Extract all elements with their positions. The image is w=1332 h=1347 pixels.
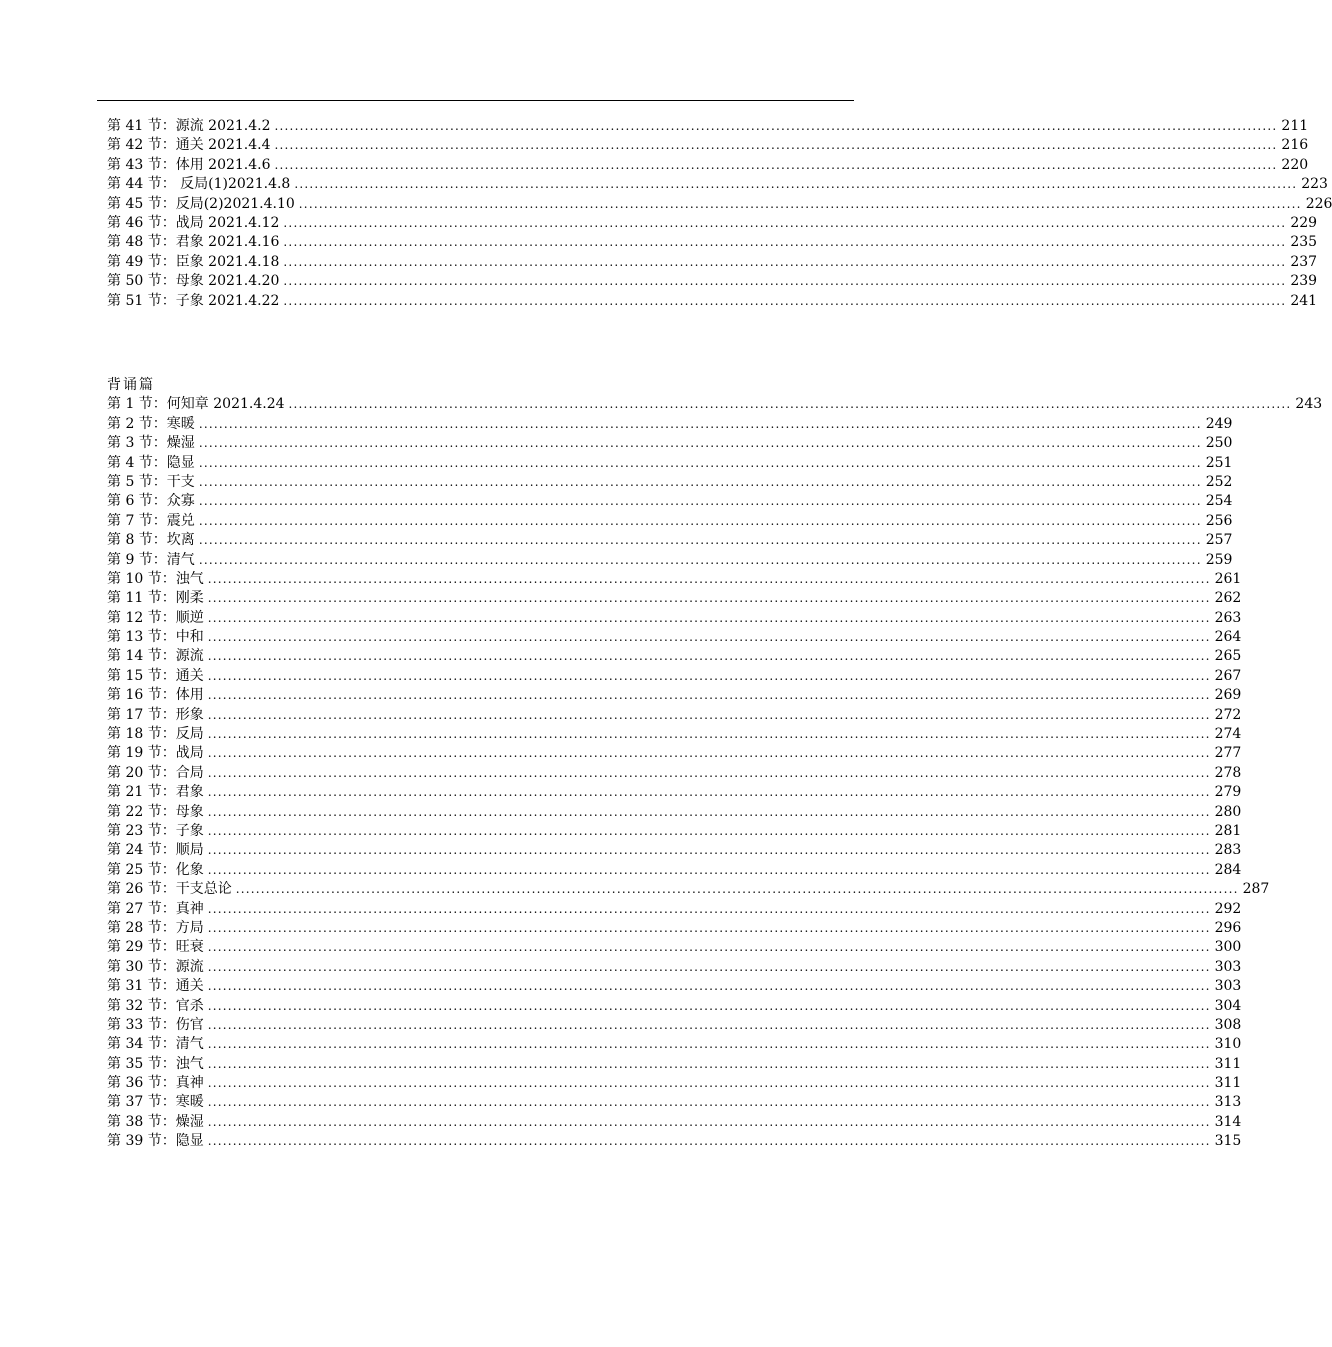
- toc-entry-page: 279: [1214, 784, 1242, 801]
- toc-entry[interactable]: [107, 292, 1318, 311]
- toc-entry-page: 259: [1205, 551, 1233, 568]
- toc-entry-title: 第 25 节：化象: [107, 861, 204, 878]
- toc-entry-title: 第 33 节：伤官: [107, 1016, 204, 1033]
- toc-entry[interactable]: [107, 415, 1233, 434]
- toc-entry[interactable]: [107, 589, 1242, 608]
- toc-entry[interactable]: [107, 272, 1318, 291]
- toc-leader-dots: ........................................................................................................................................................................................................: [198, 474, 1202, 489]
- toc-entry[interactable]: [107, 512, 1233, 531]
- toc-leader-dots: ........................................................................................................................................................................................................: [198, 455, 1202, 470]
- toc-entry[interactable]: [107, 900, 1242, 919]
- toc-entry-page: 223: [1301, 176, 1328, 193]
- toc-leader-dots: ........................................................................................................................................................................................................: [283, 274, 1287, 289]
- toc-leader-dots: ........................................................................................................................................................................................................: [198, 552, 1202, 567]
- toc-entry[interactable]: [107, 473, 1233, 492]
- toc-entry-page: 269: [1214, 687, 1242, 704]
- toc-entry-title: 第 12 节：顺逆: [107, 609, 204, 626]
- toc-entry-title: 第 26 节：干支总论: [107, 881, 232, 898]
- toc-entry-title: 第 3 节：燥湿: [107, 435, 195, 452]
- toc-entry-title: 第 39 节：隐显: [107, 1133, 204, 1150]
- toc-leader-dots: ........................................................................................................................................................................................................: [198, 436, 1202, 451]
- toc-entry[interactable]: [107, 783, 1242, 802]
- toc-leader-dots: ........................................................................................................................................................................................................: [198, 533, 1202, 548]
- toc-entry[interactable]: [107, 706, 1242, 725]
- toc-entry-page: 311: [1214, 1075, 1242, 1092]
- toc-leader-dots: ........................................................................................................................................................................................................: [207, 668, 1211, 683]
- toc-leader-dots: ........................................................................................................................................................................................................: [207, 959, 1211, 974]
- toc-leader-dots: ........................................................................................................................................................................................................: [198, 513, 1202, 528]
- toc-leader-dots: ........................................................................................................................................................................................................: [207, 707, 1211, 722]
- toc-entry-page: 211: [1281, 118, 1309, 134]
- toc-entry-title: 第 16 节：体用: [107, 687, 204, 704]
- toc-entry-page: 235: [1290, 234, 1318, 251]
- toc-leader-dots: ........................................................................................................................................................................................................: [235, 882, 1239, 897]
- toc-entry-page: 229: [1290, 214, 1318, 231]
- toc-entry-title: 第 23 节：子象: [107, 822, 204, 839]
- toc-entry-title: 第 8 节：坎离: [107, 532, 195, 549]
- toc-entry-title: 第 5 节：干支: [107, 473, 195, 490]
- toc-entry-title: 第 13 节：中和: [107, 629, 204, 646]
- toc-leader-dots: ........................................................................................................................................................................................................: [207, 979, 1211, 994]
- toc-entry-title: 第 51 节：子象 2021.4.22: [107, 292, 280, 309]
- toc-entry[interactable]: [107, 1035, 1242, 1054]
- toc-leader-dots: ........................................................................................................................................................................................................: [207, 610, 1211, 625]
- toc-entry-page: 241: [1290, 292, 1318, 309]
- toc-entry-title: 第 50 节：母象 2021.4.20: [107, 273, 280, 290]
- toc-entry-page: 283: [1214, 842, 1242, 859]
- toc-entry-page: 287: [1242, 881, 1270, 898]
- toc-entry-page: 265: [1214, 648, 1242, 665]
- toc-entry-page: 303: [1214, 958, 1242, 975]
- toc-leader-dots: ........................................................................................................................................................................................................: [283, 293, 1287, 308]
- toc-leader-dots: ........................................................................................................................................................................................................: [198, 494, 1202, 509]
- toc-leader-dots: ........................................................................................................................................................................................................: [283, 215, 1287, 230]
- toc-entry-page: 256: [1205, 512, 1233, 529]
- toc-entry[interactable]: [107, 531, 1233, 550]
- toc-part2: [107, 376, 1323, 1152]
- toc-part2-rows: [107, 395, 1323, 1151]
- toc-entry[interactable]: [107, 977, 1242, 996]
- toc-entry[interactable]: [107, 1074, 1242, 1093]
- toc-leader-dots: ........................................................................................................................................................................................................: [207, 823, 1211, 838]
- toc-entry-title: 第 19 节：战局: [107, 745, 204, 762]
- toc-entry[interactable]: [107, 764, 1242, 783]
- toc-leader-dots: ........................................................................................................................................................................................................: [207, 688, 1211, 703]
- toc-entry[interactable]: [107, 1132, 1242, 1151]
- toc-entry[interactable]: [107, 822, 1242, 841]
- toc-entry-title: 第 29 节：旺衰: [107, 939, 204, 956]
- toc-entry-page: 251: [1205, 454, 1233, 471]
- toc-entry-title: 第 34 节：清气: [107, 1036, 204, 1053]
- toc-entry-page: 249: [1205, 415, 1233, 432]
- toc-leader-dots: ........................................................................................................................................................................................................: [207, 1114, 1211, 1129]
- toc-leader-dots: ........................................................................................................................................................................................................: [207, 746, 1211, 761]
- toc-entry-page: 304: [1214, 997, 1242, 1014]
- toc-leader-dots: ........................................................................................................................................................................................................: [207, 765, 1211, 780]
- toc-entry[interactable]: [107, 647, 1242, 666]
- toc-entry[interactable]: [107, 454, 1233, 473]
- toc-entry[interactable]: [107, 880, 1270, 899]
- toc-leader-dots: ........................................................................................................................................................................................................: [274, 138, 1278, 153]
- toc-leader-dots: ........................................................................................................................................................................................................: [207, 1076, 1211, 1091]
- toc-entry-title: 第 17 节：形象: [107, 706, 204, 723]
- toc-entry-title: 第 45 节：反局(2)2021.4.10: [107, 195, 295, 212]
- toc-entry-title: 第 9 节：清气: [107, 551, 195, 568]
- toc-entry[interactable]: [107, 175, 1328, 194]
- toc-entry[interactable]: [107, 938, 1242, 957]
- toc-entry-title: 第 38 节：燥湿: [107, 1113, 204, 1130]
- toc-entry-title: 第 24 节：顺局: [107, 842, 204, 859]
- toc-leader-dots: ........................................................................................................................................................................................................: [274, 157, 1278, 172]
- toc-entry-page: 281: [1214, 822, 1242, 839]
- toc-entry-title: 第 15 节：通关: [107, 667, 204, 684]
- section-heading: 背诵篇: [107, 377, 155, 393]
- toc-entry-page: 308: [1214, 1016, 1242, 1033]
- toc-entry-title: 第 22 节：母象: [107, 803, 204, 820]
- toc-entry[interactable]: [107, 233, 1318, 252]
- toc-entry-page: 292: [1214, 900, 1242, 917]
- toc-leader-dots: ........................................................................................................................................................................................................: [207, 862, 1211, 877]
- toc-entry[interactable]: [107, 1093, 1242, 1112]
- toc-entry-title: 第 20 节：合局: [107, 764, 204, 781]
- toc-leader-dots: ........................................................................................................................................................................................................: [207, 1037, 1211, 1052]
- toc-entry-title: 第 43 节：体用 2021.4.6: [107, 156, 271, 173]
- toc-entry[interactable]: [107, 570, 1242, 589]
- toc-entry-title: 第 14 节：源流: [107, 648, 204, 665]
- toc-leader-dots: ........................................................................................................................................................................................................: [198, 416, 1202, 431]
- toc-entry-title: 第 42 节：通关 2021.4.4: [107, 137, 271, 154]
- toc-entry-page: 261: [1214, 570, 1242, 587]
- toc-entry-title: 第 44 节： 反局(1)2021.4.8: [107, 176, 291, 193]
- toc-leader-dots: ........................................................................................................................................................................................................: [207, 1134, 1211, 1149]
- toc-entry[interactable]: [107, 686, 1242, 705]
- toc-leader-dots: ........................................................................................................................................................................................................: [207, 591, 1211, 606]
- toc-leader-dots: ........................................................................................................................................................................................................: [283, 235, 1287, 250]
- toc-entry[interactable]: [107, 492, 1233, 511]
- toc-entry-title: 第 7 节：震兑: [107, 512, 195, 529]
- toc-entry-page: 216: [1281, 137, 1309, 154]
- toc-entry-title: 第 11 节：刚柔: [107, 590, 204, 607]
- toc-entry-page: 267: [1214, 667, 1242, 684]
- toc-entry-page: 274: [1214, 726, 1242, 743]
- toc-entry[interactable]: [107, 551, 1233, 570]
- toc-entry[interactable]: [107, 434, 1233, 453]
- toc-leader-dots: ........................................................................................................................................................................................................: [207, 804, 1211, 819]
- toc-entry[interactable]: [107, 803, 1242, 822]
- toc-leader-dots: ........................................................................................................................................................................................................: [207, 1056, 1211, 1071]
- toc-entry[interactable]: [107, 744, 1242, 763]
- toc-leader-dots: ........................................................................................................................................................................................................: [207, 571, 1211, 586]
- toc-leader-dots: ........................................................................................................................................................................................................: [207, 940, 1211, 955]
- toc-entry-title: 第 35 节：浊气: [107, 1055, 204, 1072]
- toc-entry-title: 第 10 节：浊气: [107, 570, 204, 587]
- toc-entry-title: 第 6 节：众寡: [107, 493, 195, 510]
- toc-leader-dots: ........................................................................................................................................................................................................: [207, 1095, 1211, 1110]
- toc-entry-page: 278: [1214, 764, 1242, 781]
- toc-entry-title: 第 32 节：官杀: [107, 997, 204, 1014]
- toc-entry-page: 314: [1214, 1113, 1242, 1130]
- toc-entry-page: 315: [1214, 1133, 1242, 1150]
- toc-entry[interactable]: [107, 156, 1309, 175]
- toc-entry-page: 226: [1305, 195, 1332, 212]
- toc-entry-page: 257: [1205, 532, 1233, 549]
- toc-entry[interactable]: [107, 667, 1242, 686]
- toc-entry-page: 264: [1214, 629, 1242, 646]
- toc-leader-dots: ........................................................................................................................................................................................................: [294, 177, 1298, 192]
- toc-leader-dots: ........................................................................................................................................................................................................: [298, 196, 1302, 211]
- toc-entry-page: 254: [1205, 493, 1233, 510]
- toc-leader-dots: ........................................................................................................................................................................................................: [207, 998, 1211, 1013]
- toc-entry-title: 第 28 节：方局: [107, 919, 204, 936]
- toc-entry-title: 第 49 节：臣象 2021.4.18: [107, 253, 280, 270]
- toc-entry-title: 第 36 节：真神: [107, 1075, 204, 1092]
- toc-leader-dots: ........................................................................................................................................................................................................: [207, 727, 1211, 742]
- toc-leader-dots: ........................................................................................................................................................................................................: [274, 119, 1278, 133]
- toc-entry-title: 第 46 节：战局 2021.4.12: [107, 214, 280, 231]
- toc-leader-dots: ........................................................................................................................................................................................................: [288, 397, 1292, 412]
- toc-entry-page: 237: [1290, 253, 1318, 270]
- toc-entry-page: 250: [1205, 435, 1233, 452]
- toc-entry-title: 第 21 节：君象: [107, 784, 204, 801]
- toc-entry-title: 第 1 节：何知章 2021.4.24: [107, 396, 285, 413]
- toc-entry-page: 252: [1205, 473, 1233, 490]
- toc-entry-page: 220: [1281, 156, 1309, 173]
- toc-entry[interactable]: [107, 919, 1242, 938]
- toc-entry[interactable]: [107, 861, 1242, 880]
- toc-entry-page: 303: [1214, 978, 1242, 995]
- toc-entry[interactable]: [107, 841, 1242, 860]
- toc-entry[interactable]: [107, 195, 1332, 214]
- toc-entry-page: 280: [1214, 803, 1242, 820]
- toc-leader-dots: ........................................................................................................................................................................................................: [207, 630, 1211, 645]
- toc-entry[interactable]: [107, 395, 1323, 414]
- toc-entry-title: 第 37 节：寒暖: [107, 1094, 204, 1111]
- toc-leader-dots: ........................................................................................................................................................................................................: [283, 254, 1287, 269]
- toc-entry-title: 第 48 节：君象 2021.4.16: [107, 234, 280, 251]
- toc-entry[interactable]: [107, 1055, 1242, 1074]
- toc-leader-dots: ........................................................................................................................................................................................................: [207, 649, 1211, 664]
- toc-leader-dots: ........................................................................................................................................................................................................: [207, 920, 1211, 935]
- toc-entry-page: 243: [1295, 396, 1323, 413]
- toc-leader-dots: ........................................................................................................................................................................................................: [207, 1017, 1211, 1032]
- toc-entry[interactable]: [107, 253, 1318, 272]
- header-rule: [97, 100, 854, 101]
- toc-entry-page: 300: [1214, 939, 1242, 956]
- toc-entry-title: 第 2 节：寒暖: [107, 415, 195, 432]
- toc-entry-page: 277: [1214, 745, 1242, 762]
- toc-entry[interactable]: [107, 136, 1309, 155]
- toc-leader-dots: ........................................................................................................................................................................................................: [207, 843, 1211, 858]
- toc-entry-page: 310: [1214, 1036, 1242, 1053]
- toc-entry-title: 第 41 节：源流 2021.4.2: [107, 118, 271, 134]
- toc-entry-page: 284: [1214, 861, 1242, 878]
- toc-entry-page: 239: [1290, 273, 1318, 290]
- toc-entry-title: 第 31 节：通关: [107, 978, 204, 995]
- toc-entry[interactable]: [107, 1016, 1242, 1035]
- toc-entry[interactable]: [107, 1113, 1242, 1132]
- toc-entry-page: 296: [1214, 919, 1242, 936]
- toc-entry-page: 262: [1214, 590, 1242, 607]
- toc-entry-title: 第 27 节：真神: [107, 900, 204, 917]
- toc-entry[interactable]: [107, 214, 1318, 233]
- toc-entry[interactable]: [107, 117, 1309, 136]
- toc-entry[interactable]: [107, 725, 1242, 744]
- toc-leader-dots: ........................................................................................................................................................................................................: [207, 901, 1211, 916]
- toc-entry-title: 第 18 节：反局: [107, 726, 204, 743]
- toc-entry-title: 第 30 节：源流: [107, 958, 204, 975]
- toc-leader-dots: ........................................................................................................................................................................................................: [207, 785, 1211, 800]
- toc-entry-page: 263: [1214, 609, 1242, 626]
- toc-entry[interactable]: [107, 958, 1242, 977]
- toc-entry-page: 311: [1214, 1055, 1242, 1072]
- toc-entry-page: 313: [1214, 1094, 1242, 1111]
- toc-entry-title: 第 4 节：隐显: [107, 454, 195, 471]
- toc-part1: [107, 117, 1332, 311]
- toc-entry[interactable]: [107, 628, 1242, 647]
- toc-entry[interactable]: [107, 997, 1242, 1016]
- toc-entry[interactable]: [107, 609, 1242, 628]
- toc-entry-page: 272: [1214, 706, 1242, 723]
